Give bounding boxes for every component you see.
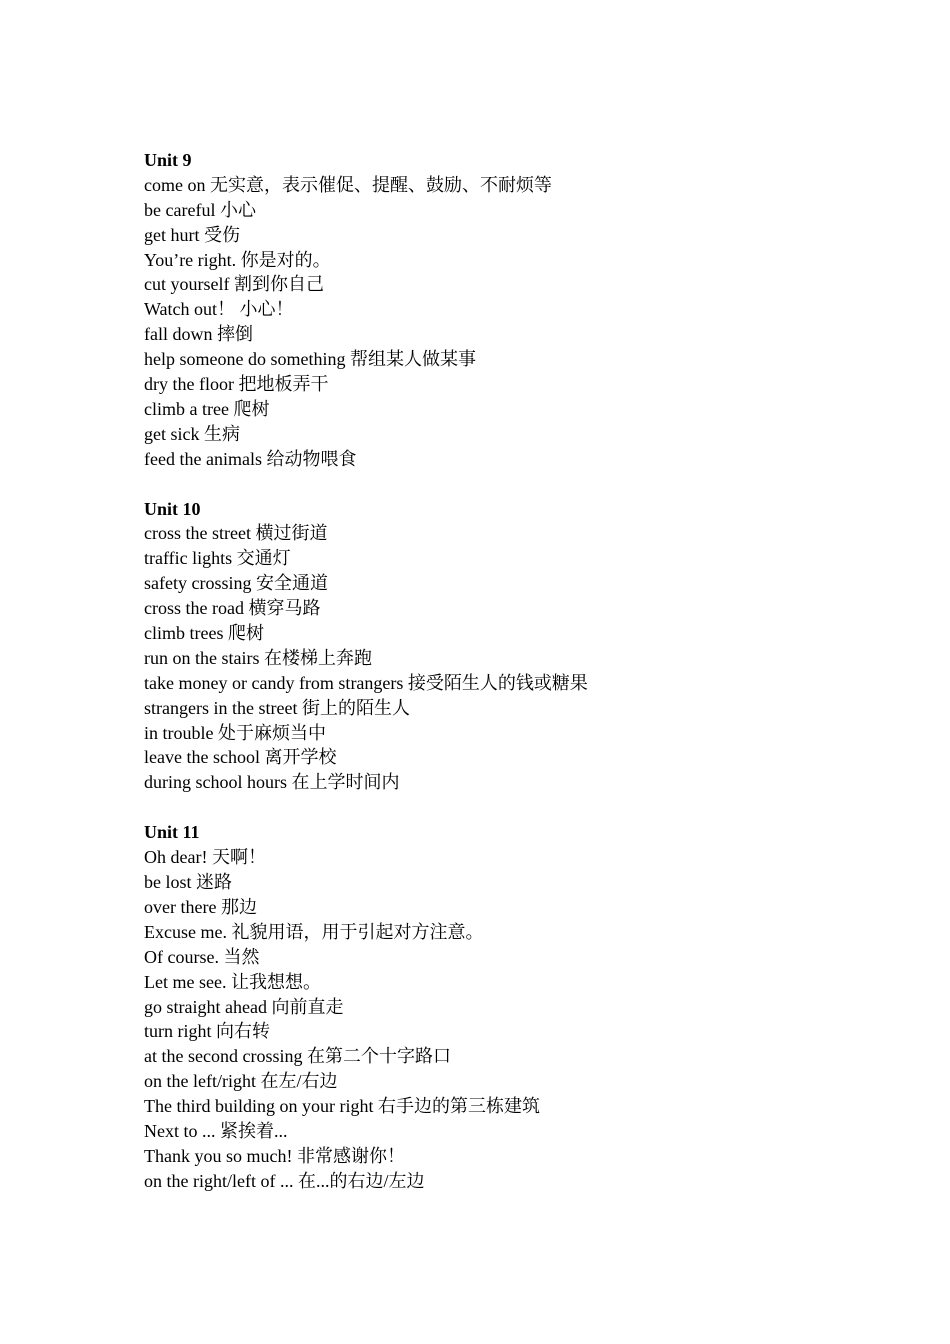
unit-11-heading: Unit 11	[144, 822, 200, 843]
vocab-line: help someone do something 帮组某人做某事	[144, 349, 476, 370]
unit-10-heading: Unit 10	[144, 498, 201, 519]
vocab-line: safety crossing 安全通道	[144, 573, 328, 594]
vocab-line: go straight ahead 向前直走	[144, 996, 344, 1017]
vocab-line: Watch out！ 小心！	[144, 299, 294, 320]
vocab-line: strangers in the street 街上的陌生人	[144, 697, 410, 718]
vocab-line: feed the animals 给动物喂食	[144, 448, 357, 469]
vocab-line: get hurt 受伤	[144, 224, 240, 245]
unit-9-heading: Unit 9	[144, 150, 192, 170]
vocab-line: Thank you so much! 非常感谢你！	[144, 1145, 405, 1166]
unit-9-section	[144, 148, 904, 472]
vocab-line: take money or candy from strangers 接受陌生人的钱或糖果	[144, 672, 588, 693]
unit-10-section	[144, 497, 904, 796]
vocab-line: be lost 迷路	[144, 872, 232, 893]
vocab-line: Oh dear! 天啊！	[144, 847, 266, 868]
document-page	[144, 148, 904, 1219]
vocab-line: over there 那边	[144, 896, 257, 917]
vocab-line: cross the street 横过街道	[144, 523, 328, 544]
vocab-line: come on 无实意，表示催促、提醒、鼓励、不耐烦等	[144, 174, 552, 195]
vocab-line: fall down 摔倒	[144, 324, 253, 345]
vocab-line: cut yourself 割到你自己	[144, 274, 324, 295]
vocab-line: be careful 小心	[144, 199, 256, 220]
vocab-line: climb a tree 爬树	[144, 398, 270, 419]
vocab-line: dry the floor 把地板弄干	[144, 374, 329, 395]
vocab-line: during school hours 在上学时间内	[144, 772, 400, 793]
unit-11-section	[144, 820, 904, 1193]
vocab-line: You’re right. 你是对的。	[144, 249, 331, 270]
vocab-line: The third building on your right 右手边的第三栋建筑	[144, 1096, 540, 1117]
vocab-line: run on the stairs 在楼梯上奔跑	[144, 647, 372, 668]
vocab-line: cross the road 横穿马路	[144, 598, 321, 619]
vocab-line: in trouble 处于麻烦当中	[144, 722, 326, 743]
vocab-line: get sick 生病	[144, 423, 240, 444]
vocab-line: leave the school 离开学校	[144, 747, 337, 768]
vocab-line: at the second crossing 在第二个十字路口	[144, 1046, 451, 1067]
vocab-line: Excuse me. 礼貌用语，用于引起对方注意。	[144, 921, 484, 942]
vocab-line: climb trees 爬树	[144, 623, 264, 644]
vocab-line: turn right 向右转	[144, 1021, 270, 1042]
vocab-line: Let me see. 让我想想。	[144, 971, 321, 992]
vocab-line: Next to ... 紧挨着...	[144, 1120, 288, 1141]
vocab-line: Of course. 当然	[144, 946, 260, 967]
vocab-line: traffic lights 交通灯	[144, 548, 291, 569]
vocab-line: on the right/left of ... 在...的右边/左边	[144, 1170, 425, 1191]
vocab-line: on the left/right 在左/右边	[144, 1071, 338, 1092]
